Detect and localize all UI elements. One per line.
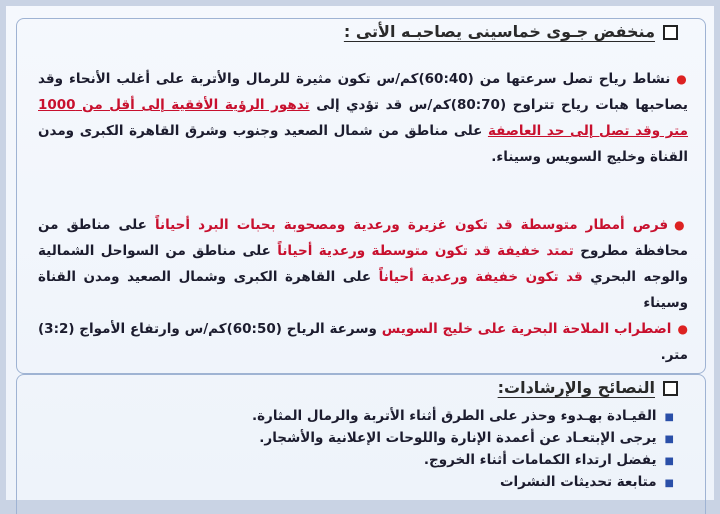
square-bullet-icon: ■ bbox=[664, 412, 674, 423]
rain-paragraph bbox=[38, 212, 688, 316]
bulletin-page bbox=[6, 6, 714, 500]
rain-moderate-text: تمتد خفيفة قد تكون متوسطة ورعدية أحياناً bbox=[277, 243, 574, 259]
list-item bbox=[54, 406, 674, 428]
list-item bbox=[54, 472, 674, 494]
tip-text: القيـادة بهـدوء وحذر على الطرق أثناء الأتربة والرمال المثارة. bbox=[251, 408, 657, 424]
forecast-title: منخفض جـوى خماسينى يصاحبـه الأتى : bbox=[343, 22, 655, 41]
square-bullet-icon: ■ bbox=[664, 478, 674, 489]
rain-matrouh: على مناطق من محافظة مطروح bbox=[38, 217, 688, 259]
bullet-icon: ● bbox=[677, 322, 688, 336]
advice-heading bbox=[498, 378, 678, 397]
rain-cairo-regions: على القاهرة الكبرى وشمال الصعيد ومدن القناة وسيناء bbox=[38, 269, 688, 311]
list-item bbox=[54, 428, 674, 450]
advice-title: النصائح والإرشادات: bbox=[497, 378, 655, 397]
navigation-warning: اضطراب الملاحة البحرية على خليج السويس bbox=[381, 321, 672, 337]
checkbox-icon bbox=[663, 381, 678, 396]
advice-list bbox=[54, 406, 674, 494]
bullet-icon: ● bbox=[676, 72, 688, 86]
tip-text: يفضل ارتداء الكمامات أثناء الخروج. bbox=[423, 452, 657, 468]
tip-text: يرجى الإبتعـاد عن أعمدة الإنارة واللوحات الإعلانية والأشجار. bbox=[259, 430, 657, 446]
rain-light-text: قد تكون خفيفة ورعدية أحياناً bbox=[378, 269, 583, 285]
wind-regions: على مناطق من شمال الصعيد وجنوب وشرق القاهرة الكبرى ومدن القناة وخليج السويس وسيناء. bbox=[38, 123, 688, 165]
forecast-heading bbox=[344, 22, 678, 41]
wind-text: نشاط رياح تصل سرعتها من (60:40)كم/س تكون مثيرة للرمال والأتربة على أغلب الأنحاء وقد يصاحبها هبات رياح تتراوح (80:70)كم/س قد تؤدي إلى bbox=[38, 71, 689, 113]
rain-north-coast: على مناطق من السواحل الشمالية والوجه البحري bbox=[38, 243, 689, 285]
bullet-icon: ● bbox=[674, 218, 688, 232]
navigation-paragraph bbox=[38, 316, 688, 368]
tip-text: متابعة تحديثات النشرات bbox=[499, 474, 657, 490]
checkbox-icon bbox=[663, 25, 678, 40]
rain-heavy-text: فرص أمطار متوسطة قد تكون غزيرة ورعدية ومصحوبة بحبات البرد أحياناً bbox=[154, 217, 669, 233]
visibility-warning: تدهور الرؤية الأفقية إلى أقل من 1000 متر وقد تصل إلى حد العاصفة bbox=[38, 97, 689, 139]
wind-paragraph bbox=[38, 66, 688, 170]
square-bullet-icon: ■ bbox=[664, 434, 674, 445]
square-bullet-icon: ■ bbox=[664, 456, 674, 467]
list-item bbox=[54, 450, 674, 472]
wave-height-text: وسرعة الرياح (60:50)كم/س وارتفاع الأمواج (3:2) متر. bbox=[38, 321, 688, 363]
